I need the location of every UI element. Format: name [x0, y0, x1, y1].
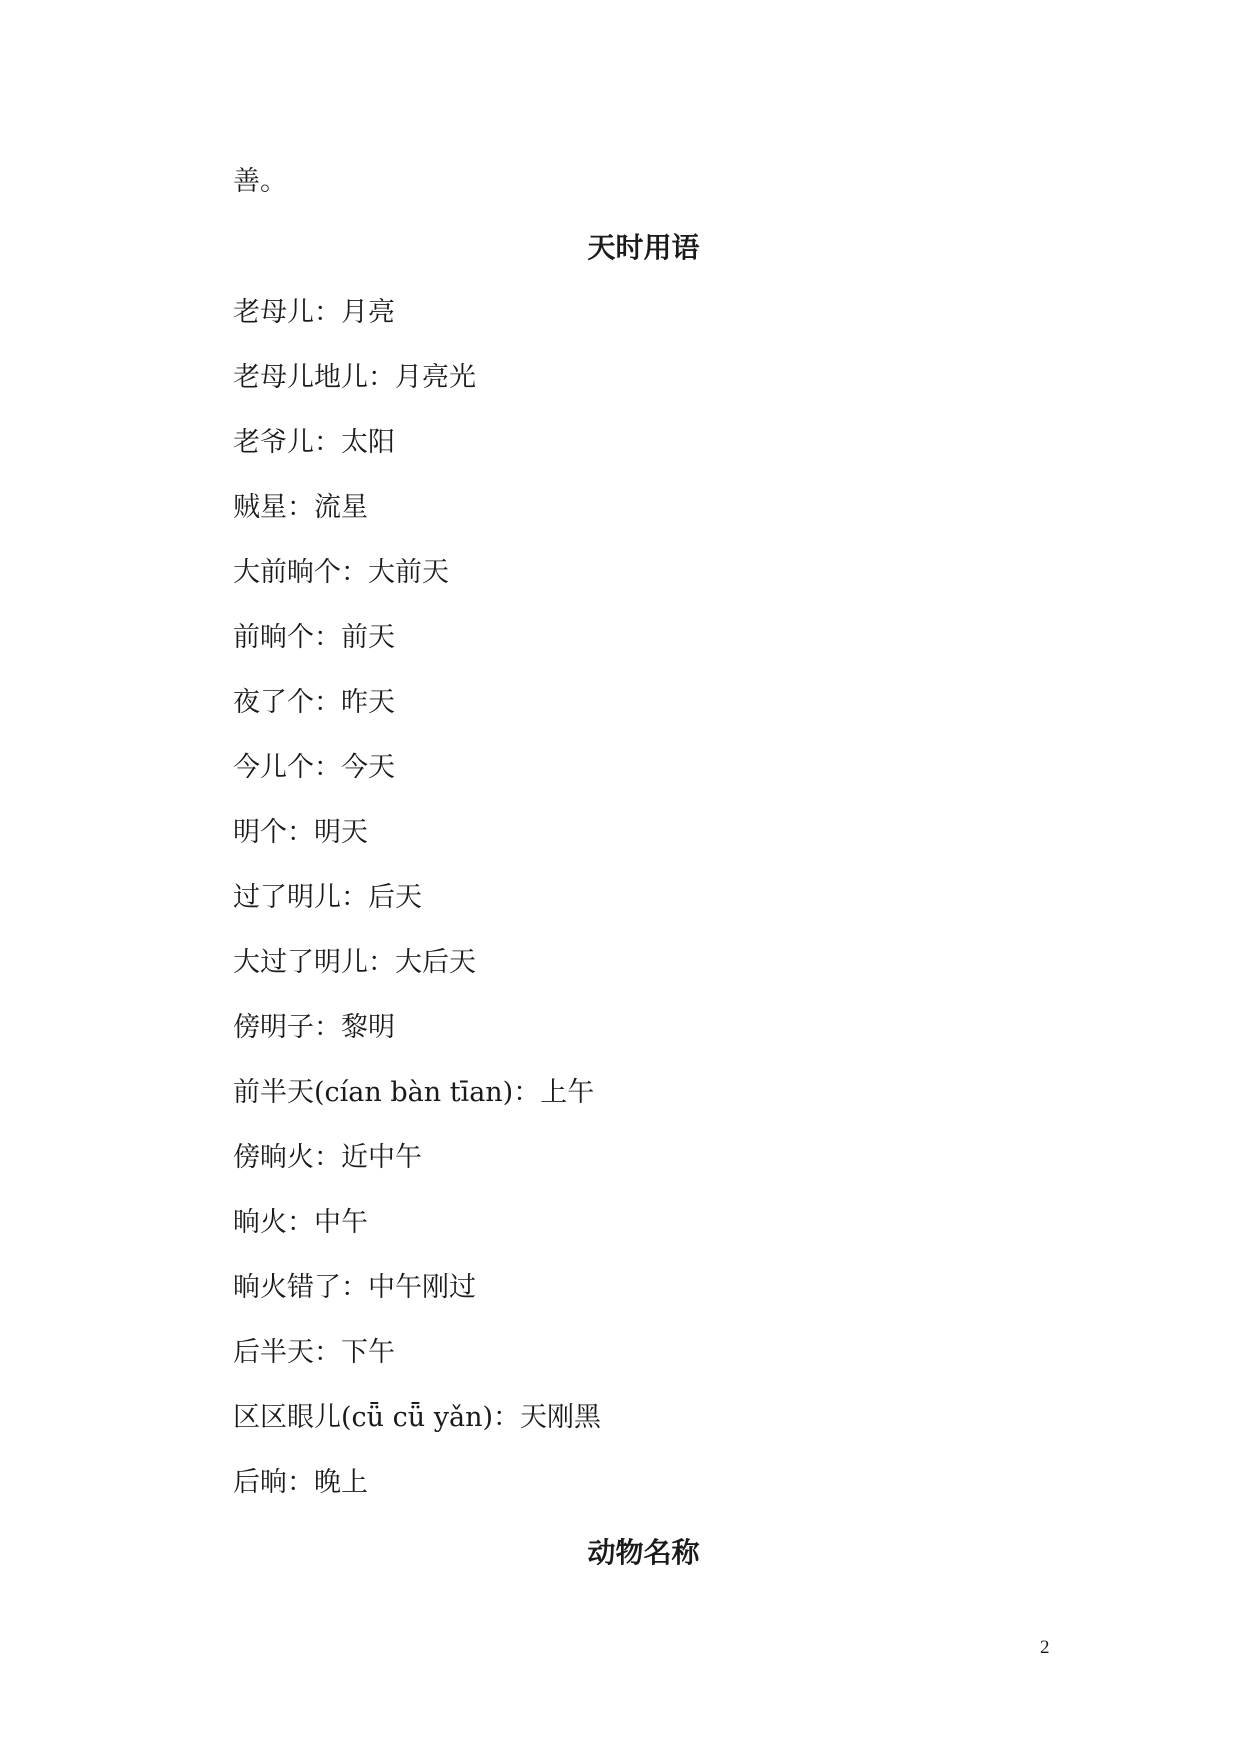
term-entry: 夜了个：昨天 — [233, 687, 395, 718]
continuation-text: 善。 — [233, 166, 287, 197]
term-entry: 晌火错了：中午刚过 — [233, 1272, 476, 1303]
term-entry: 后晌：晚上 — [233, 1467, 368, 1498]
term-entry: 大过了明儿：大后天 — [233, 947, 476, 978]
term-entry: 区区眼儿(cǖ cǖ yǎn)：天刚黑 — [233, 1402, 601, 1433]
term-entry: 贼星：流星 — [233, 492, 368, 523]
term-entry: 大前晌个：大前天 — [233, 557, 449, 588]
term-list-weather-time — [233, 293, 601, 1528]
term-entry: 过了明儿：后天 — [233, 882, 422, 913]
term-entry: 傍明子：黎明 — [233, 1012, 395, 1043]
term-entry: 前晌个：前天 — [233, 622, 395, 653]
term-entry: 明个：明天 — [233, 817, 368, 848]
term-entry: 老爷儿：太阳 — [233, 427, 395, 458]
term-entry: 前半天(cían bàn tīan)：上午 — [233, 1077, 595, 1108]
page-number: 2 — [1040, 1637, 1050, 1658]
term-entry: 傍晌火：近中午 — [233, 1142, 422, 1173]
term-entry: 老母儿：月亮 — [233, 297, 395, 328]
term-entry: 后半天：下午 — [233, 1337, 395, 1368]
section-heading-weather-time: 天时用语 — [587, 231, 700, 264]
term-entry: 晌火：中午 — [233, 1207, 368, 1238]
term-entry: 老母儿地儿：月亮光 — [233, 362, 476, 393]
section-heading-animal-names: 动物名称 — [587, 1536, 700, 1569]
term-entry: 今儿个：今天 — [233, 752, 395, 783]
